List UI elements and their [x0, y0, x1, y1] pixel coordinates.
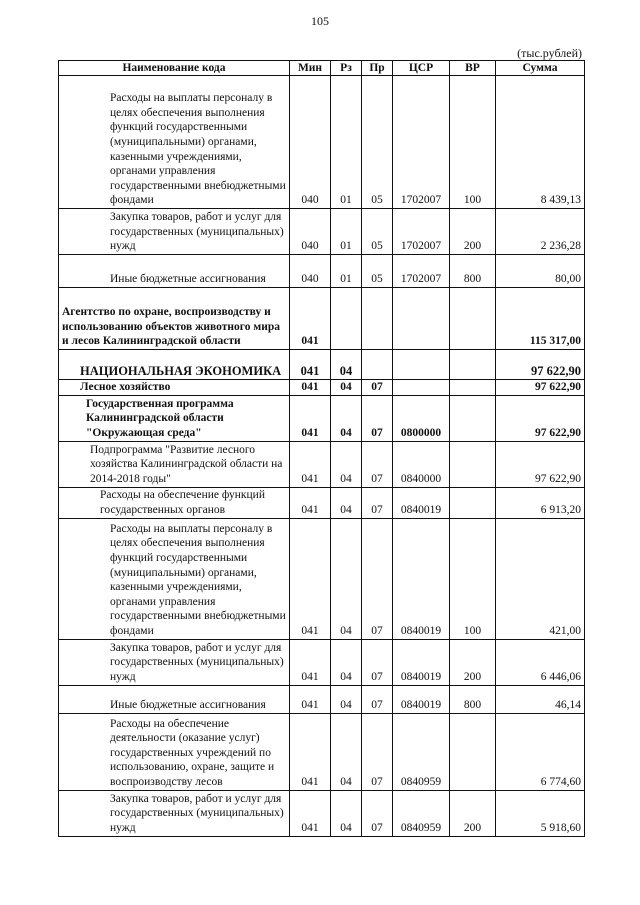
row-vr: 100 — [450, 518, 496, 639]
row-csr: 0840959 — [393, 713, 450, 790]
header-rz: Рз — [331, 61, 362, 76]
row-rz: 04 — [331, 380, 362, 396]
table-header-row — [59, 61, 585, 76]
table-row — [59, 255, 585, 288]
row-name: Расходы на выплаты персоналу в целях обеспечения выполнения функций государственными (муниципальными) органами, казенными учреждениями, органами управления государственными внебюджетными фондами — [110, 522, 286, 637]
row-csr: 0840019 — [393, 518, 450, 639]
row-pr: 07 — [362, 395, 393, 441]
row-min: 040 — [290, 76, 331, 209]
row-vr: 800 — [450, 685, 496, 713]
row-rz: 04 — [331, 639, 362, 685]
row-vr: 800 — [450, 255, 496, 288]
row-rz: 04 — [331, 487, 362, 518]
row-vr: 200 — [450, 209, 496, 255]
row-min: 041 — [290, 713, 331, 790]
row-csr: 0840000 — [393, 441, 450, 487]
row-rz: 04 — [331, 518, 362, 639]
row-pr: 07 — [362, 441, 393, 487]
row-pr: 07 — [362, 639, 393, 685]
row-min: 041 — [290, 441, 331, 487]
header-csr: ЦСР — [393, 61, 450, 76]
header-pr: Пр — [362, 61, 393, 76]
row-name: НАЦИОНАЛЬНАЯ ЭКОНОМИКА — [80, 364, 282, 379]
row-name: Государственная программа Калининградской области "Окружающая среда" — [86, 397, 234, 439]
row-csr: 0840019 — [393, 639, 450, 685]
row-sum: 97 622,90 — [496, 380, 585, 396]
row-min: 041 — [290, 350, 331, 380]
table-row — [59, 487, 585, 518]
table-row — [59, 209, 585, 255]
row-pr — [362, 288, 393, 350]
budget-table — [58, 60, 585, 837]
header-vr: ВР — [450, 61, 496, 76]
row-sum: 97 622,90 — [496, 350, 585, 380]
row-csr — [393, 380, 450, 396]
row-csr: 0800000 — [393, 395, 450, 441]
row-name: Закупка товаров, работ и услуг для государственных (муниципальных) нужд — [110, 641, 284, 683]
row-min: 041 — [290, 639, 331, 685]
row-pr: 07 — [362, 380, 393, 396]
table-row — [59, 395, 585, 441]
row-vr — [450, 395, 496, 441]
row-sum: 6 913,20 — [496, 487, 585, 518]
row-csr: 1702007 — [393, 76, 450, 209]
row-rz: 04 — [331, 441, 362, 487]
header-sum: Сумма — [496, 61, 585, 76]
row-min: 040 — [290, 209, 331, 255]
row-rz: 01 — [331, 76, 362, 209]
row-pr: 07 — [362, 518, 393, 639]
row-min: 041 — [290, 518, 331, 639]
row-pr — [362, 350, 393, 380]
row-sum: 46,14 — [496, 685, 585, 713]
row-sum: 80,00 — [496, 255, 585, 288]
row-rz: 01 — [331, 255, 362, 288]
row-rz: 01 — [331, 209, 362, 255]
row-sum: 8 439,13 — [496, 76, 585, 209]
row-name: Расходы на выплаты персоналу в целях обеспечения выполнения функций государственными (муниципальными) органами, казенными учреждениями, органами управления государственными внебюджетными фондами — [110, 92, 286, 207]
row-rz: 04 — [331, 685, 362, 713]
row-sum: 5 918,60 — [496, 790, 585, 836]
header-name: Наименование кода — [59, 61, 290, 76]
row-pr: 05 — [362, 209, 393, 255]
row-vr — [450, 441, 496, 487]
row-csr: 1702007 — [393, 209, 450, 255]
row-sum: 115 317,00 — [496, 288, 585, 350]
row-vr — [450, 713, 496, 790]
table-row — [59, 639, 585, 685]
row-sum: 6 774,60 — [496, 713, 585, 790]
row-name: Иные бюджетные ассигнования — [110, 273, 266, 286]
table-row — [59, 518, 585, 639]
table-row — [59, 713, 585, 790]
row-pr: 05 — [362, 255, 393, 288]
row-csr: 1702007 — [393, 255, 450, 288]
row-pr: 05 — [362, 76, 393, 209]
table-row — [59, 76, 585, 209]
row-rz: 04 — [331, 713, 362, 790]
row-vr — [450, 350, 496, 380]
row-csr: 0840019 — [393, 487, 450, 518]
table-row — [59, 288, 585, 350]
row-sum: 97 622,90 — [496, 395, 585, 441]
row-vr: 200 — [450, 639, 496, 685]
row-vr: 100 — [450, 76, 496, 209]
row-vr — [450, 288, 496, 350]
table-row — [59, 350, 585, 380]
row-min: 040 — [290, 255, 331, 288]
table-row — [59, 790, 585, 836]
row-min: 041 — [290, 790, 331, 836]
row-name: Закупка товаров, работ и услуг для государственных (муниципальных) нужд — [110, 211, 284, 253]
table-row — [59, 441, 585, 487]
row-name: Закупка товаров, работ и услуг для государственных (муниципальных) нужд — [110, 792, 284, 834]
row-vr — [450, 487, 496, 518]
page-number: 105 — [311, 14, 329, 28]
row-sum: 97 622,90 — [496, 441, 585, 487]
table-row — [59, 685, 585, 713]
row-rz: 04 — [331, 790, 362, 836]
row-vr: 200 — [450, 790, 496, 836]
row-name: Подпрограмма "Развитие лесного хозяйства Калининградской области на 2014-2018 годы" — [90, 443, 283, 485]
row-csr: 0840959 — [393, 790, 450, 836]
row-rz — [331, 288, 362, 350]
row-pr: 07 — [362, 713, 393, 790]
row-name: Лесное хозяйство — [80, 381, 171, 393]
row-csr — [393, 350, 450, 380]
row-rz: 04 — [331, 350, 362, 380]
row-min: 041 — [290, 395, 331, 441]
header-min: Мин — [290, 61, 331, 76]
row-rz: 04 — [331, 395, 362, 441]
row-vr — [450, 380, 496, 396]
row-sum: 6 446,06 — [496, 639, 585, 685]
row-min: 041 — [290, 685, 331, 713]
row-pr: 07 — [362, 487, 393, 518]
row-pr: 07 — [362, 790, 393, 836]
row-name: Иные бюджетные ассигнования — [110, 699, 266, 711]
row-pr: 07 — [362, 685, 393, 713]
row-sum: 421,00 — [496, 518, 585, 639]
row-name: Расходы на обеспечение деятельности (оказание услуг) государственных учреждений по использованию, охране, защите и воспроизводству лесов — [110, 717, 275, 788]
row-name: Агентство по охране, воспроизводству и использованию объектов животного мира и лесов Калининградской области — [59, 288, 290, 350]
row-sum: 2 236,28 — [496, 209, 585, 255]
table-row — [59, 380, 585, 396]
row-min: 041 — [290, 380, 331, 396]
row-csr — [393, 288, 450, 350]
row-min: 041 — [290, 288, 331, 350]
row-name: Расходы на обеспечение функций государственных органов — [100, 489, 265, 516]
row-min: 041 — [290, 487, 331, 518]
units-label: (тыс.рублей) — [517, 46, 582, 60]
row-csr: 0840019 — [393, 685, 450, 713]
